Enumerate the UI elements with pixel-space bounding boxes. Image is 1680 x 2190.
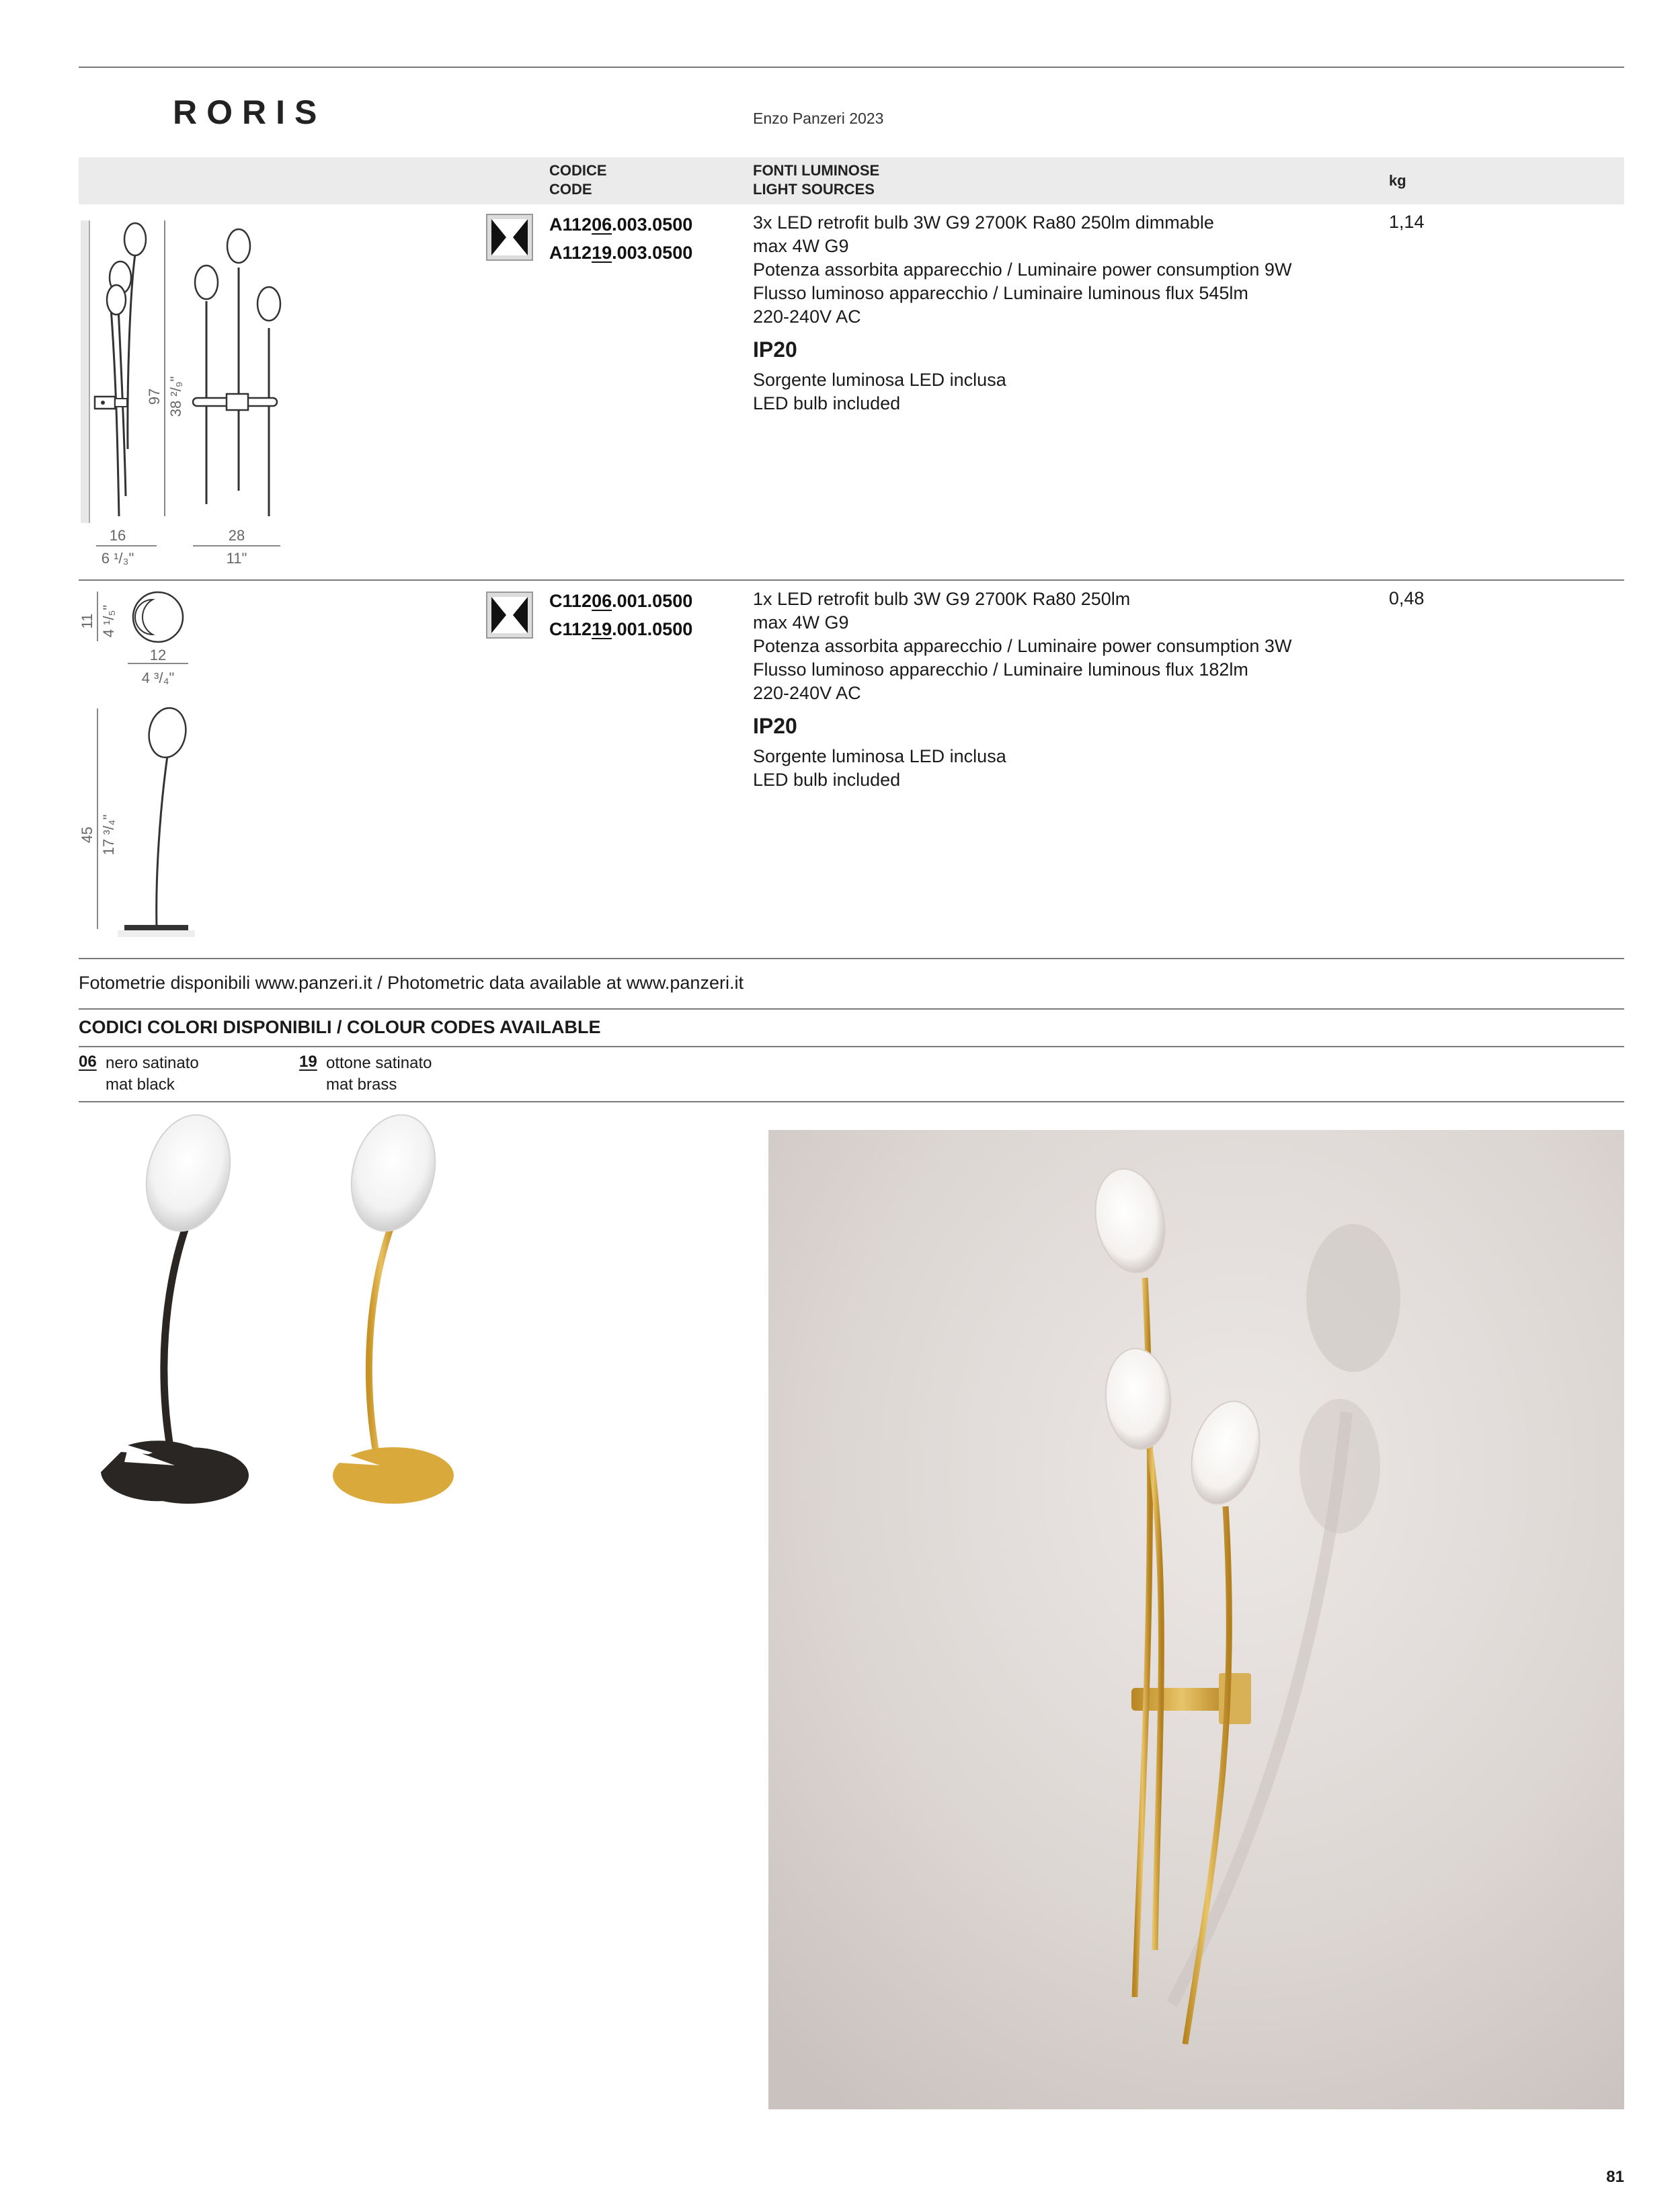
product-codes-2 (549, 587, 692, 643)
col-sources-header: FONTI LUMINOSE LIGHT SOURCES (753, 162, 880, 198)
col-kg-header: kg (1389, 172, 1406, 189)
code-line: A11219.003.0500 (549, 243, 693, 263)
top-rule (79, 67, 1624, 68)
dim-width-cm: 28 (228, 527, 245, 544)
dim-height-in-2: 17 ³/₄" (100, 814, 117, 856)
weight-1: 1,14 (1389, 212, 1425, 232)
designer-credit: Enzo Panzeri 2023 (753, 110, 884, 127)
section-divider (79, 1046, 1624, 1047)
ip-rating: IP20 (753, 714, 797, 738)
section-divider (79, 1008, 1624, 1010)
brass-lamp-photo (292, 1109, 508, 1512)
row-divider (79, 579, 1624, 581)
product-title: RORIS (173, 93, 327, 131)
ip-rating: IP20 (753, 337, 797, 362)
dim-base-h-cm: 11 (79, 613, 95, 629)
distribution-icon (486, 592, 533, 639)
dim-height-cm-2: 45 (79, 826, 95, 844)
col-code-header: CODICE CODE (549, 162, 607, 198)
page-number: 81 (1606, 2168, 1624, 2186)
colour-codes-title: CODICI COLORI DISPONIBILI / COLOUR CODES AVAILABLE (79, 1017, 601, 1037)
dim-base-d-in: 4 ³/₄" (141, 670, 175, 686)
dim-depth-cm: 16 (109, 527, 126, 544)
dim-base-d-cm: 12 (149, 647, 167, 663)
distribution-icon (486, 214, 533, 261)
light-sources-2: 1x LED retrofit bulb 3W G9 2700K Ra80 250lm max 4W G9 Potenza assorbita apparecchio / Luminaire power consumption 3W Flusso luminoso apparecchio / Luminaire luminous flux 182lm 220-240V AC IP20 Sorgente luminosa LED inclusa LED bulb included (753, 587, 1358, 792)
light-sources-1: 3x LED retrofit bulb 3W G9 2700K Ra80 250lm dimmable max 4W G9 Potenza assorbita apparecchio / Luminaire power consumption 9W Flusso luminoso apparecchio / Luminaire luminous flux 545lm 220-240V AC IP20 Sorgente luminosa LED inclusa LED bulb included (753, 211, 1358, 415)
dim-base-h-in: 4 ¹/₅" (100, 604, 117, 638)
section-divider (79, 1101, 1624, 1102)
ambient-photo (768, 1130, 1624, 2109)
weight-2: 0,48 (1389, 588, 1425, 608)
dim-depth-in: 6 ¹/₃" (101, 550, 134, 567)
code-line: C11219.001.0500 (549, 619, 693, 639)
code-line: A11206.003.0500 (549, 214, 693, 235)
dim-width-in: 11" (226, 550, 247, 567)
dim-height-in: 38 ²/₉" (167, 376, 184, 417)
wall-lamp-drawing (77, 214, 299, 577)
single-lamp-drawing (77, 586, 279, 949)
black-lamp-photo (87, 1109, 303, 1512)
row-divider (79, 958, 1624, 959)
code-line: C11206.001.0500 (549, 591, 693, 611)
photometric-note: Fotometrie disponibili www.panzeri.it / Photometric data available at www.panzeri.it (79, 973, 744, 993)
dim-height-cm: 97 (146, 388, 163, 405)
product-codes-1 (549, 210, 692, 267)
